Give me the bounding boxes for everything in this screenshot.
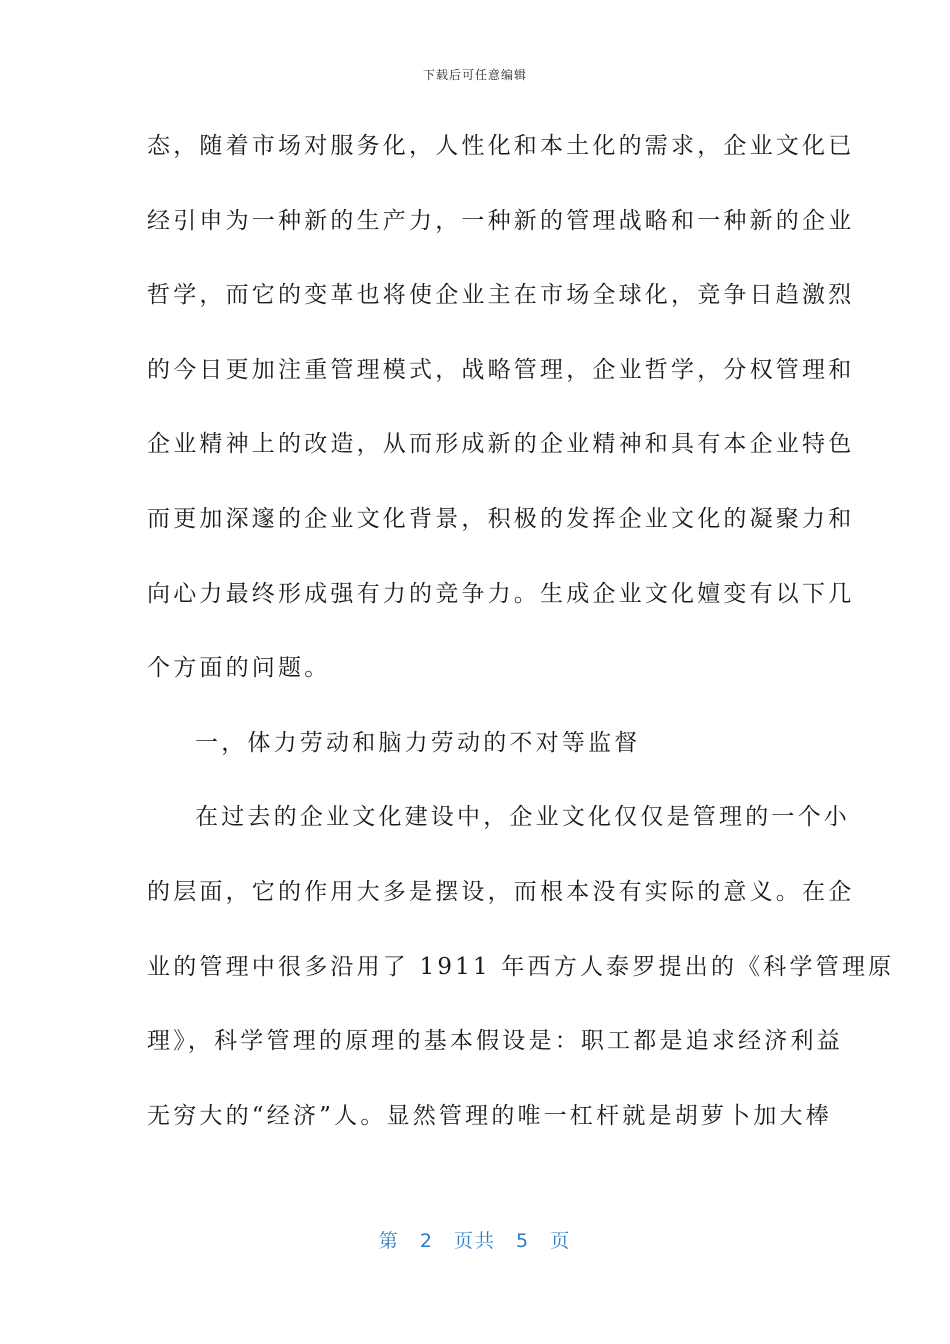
footer-total-pages: 5 xyxy=(516,1230,531,1252)
footer-current-page: 2 xyxy=(419,1230,434,1252)
document-body xyxy=(147,116,895,1160)
text-line: 的层面，它的作用大多是摆设，而根本没有实际的意义。在企 xyxy=(147,878,855,905)
page-footer xyxy=(0,1226,950,1253)
footer-label-page: 第 xyxy=(378,1230,400,1252)
text-line: 个方面的问题。 xyxy=(147,655,331,682)
text-line: 理》，科学管理的原理的基本假设是：职工都是追求经济利益 xyxy=(147,1028,843,1055)
text-line: 向心力最终形成强有力的竞争力。生成企业文化嬗变有以下几 xyxy=(147,580,855,607)
text-line: 经引申为一种新的生产力，一种新的管理战略和一种新的企业 xyxy=(147,207,855,234)
footer-label-total: 页共 xyxy=(453,1230,496,1252)
text-line: 的今日更加注重管理模式，战略管理，企业哲学，分权管理和 xyxy=(147,356,855,383)
paragraph-2 xyxy=(147,787,895,1160)
section-heading: 一，体力劳动和脑力劳动的不对等监督 xyxy=(195,729,641,756)
text-line: 业的管理中很多沿用了 1911 年西方人泰罗提出的《科学管理原 xyxy=(147,953,895,980)
text-line: 哲学，而它的变革也将使企业主在市场全球化，竞争日趋激烈 xyxy=(147,282,855,309)
text-line: 企业精神上的改造，从而形成新的企业精神和具有本企业特色 xyxy=(147,431,855,458)
page-header: 下载后可任意编辑 xyxy=(422,68,527,82)
footer-label-end: 页 xyxy=(550,1230,572,1252)
text-line: 在过去的企业文化建设中，企业文化仅仅是管理的一个小 xyxy=(195,804,850,831)
paragraph-1 xyxy=(147,116,855,713)
text-line: 无穷大的“经济”人。显然管理的唯一杠杆就是胡萝卜加大棒 xyxy=(147,1102,832,1129)
text-line: 而更加深邃的企业文化背景，积极的发挥企业文化的凝聚力和 xyxy=(147,505,855,532)
text-line: 态，随着市场对服务化，人性化和本土化的需求，企业文化已 xyxy=(147,133,855,159)
